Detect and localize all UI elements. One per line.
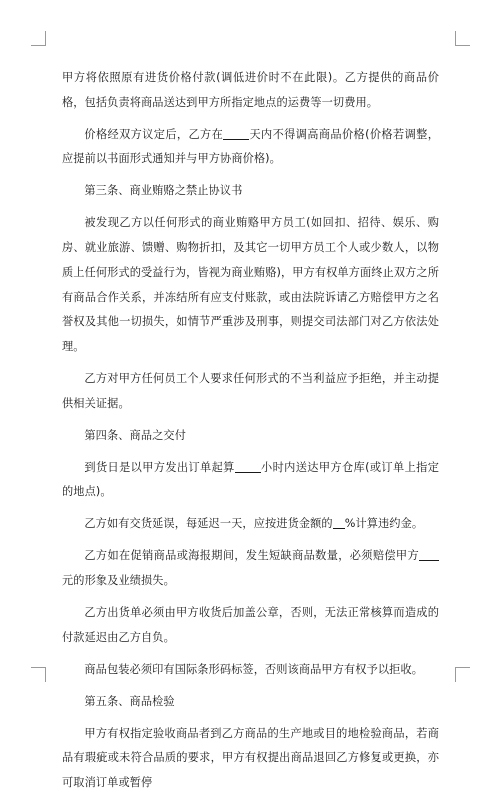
crop-mark-top-left: [31, 31, 46, 46]
paragraph-refuse-improper-benefit: 乙方对甲方任何员工个人要求任何形式的不当利益应予拒绝，并主动提供相关证据。: [62, 371, 439, 410]
section-heading-article-5: 第五条、商品检验: [84, 694, 175, 708]
paragraph-barcode-requirement: 商品包装必须印有国际条形码标签，否则该商品甲方有权予以拒收。: [84, 662, 424, 676]
paragraph-inspection-rights: 甲方有权指定验收商品者到乙方商品的生产地或目的地检验商品，若商品有瑕疵或未符合品质的要求，甲方有权提出商品退回乙方修复或更换，亦可取消订单或暂停: [62, 726, 439, 790]
paragraph-delivery-note-seal: 乙方出货单必须由甲方收货后加盖公章，否则，无法正常核算而造成的付款延迟由乙方自负。: [62, 606, 439, 644]
fill-blank-yuan: [419, 548, 439, 561]
document-body: [62, 66, 439, 803]
section-heading-article-3: 第三条、商业贿赂之禁止协议书: [84, 184, 243, 198]
fill-blank-days: [223, 127, 249, 140]
crop-mark-bottom-right: [455, 667, 470, 682]
paragraph-delivery-hours: 到货日是以甲方发出订单起算 小时内送达甲方仓库(或订单上指定的地点)。: [62, 460, 439, 499]
paragraph-price-adjustment: 价格经双方议定后，乙方在 天内不得调高商品价格(价格若调整，应提前以书面形式通知并与甲方协商价格)。: [62, 127, 439, 166]
fill-blank-percent: [333, 516, 345, 529]
crop-mark-top-right: [455, 31, 470, 46]
paragraph-bribery-terms: 被发现乙方以任何形式的商业贿赂甲方员工(如回扣、招待、娱乐、购房、就业旅游、馈赠、购物折扣，及其它一切甲方员工个人或少数人，以物质上任何形式的受益行为，皆视为商业贿赂)，甲方有权单方面终止双方之所有商品合作关系，并冻结所有应支付账款，或由法院诉请乙方赔偿甲方之名誉权及其他一切损失，如情节严重涉及刑事，则提交司法部门对乙方依法处理。: [62, 216, 439, 353]
paragraph-price-freight: 甲方将依照原有进货价格付款(调低进价时不在此限)。乙方提供的商品价格，包括负责将商品送达到甲方所指定地点的运费等一切费用。: [62, 71, 439, 109]
crop-mark-bottom-left: [31, 667, 46, 682]
section-heading-article-4: 第四条、商品之交付: [84, 428, 186, 442]
paragraph-shortage-compensation: 乙方如在促销商品或海报期间，发生短缺商品数量，必须赔偿甲方元的形象及业绩损失。: [62, 544, 439, 593]
paragraph-late-penalty: 乙方如有交货延误，每延迟一天，应按进货金额的 %计算违约金。: [84, 517, 424, 531]
fill-blank-hours: [235, 460, 261, 473]
